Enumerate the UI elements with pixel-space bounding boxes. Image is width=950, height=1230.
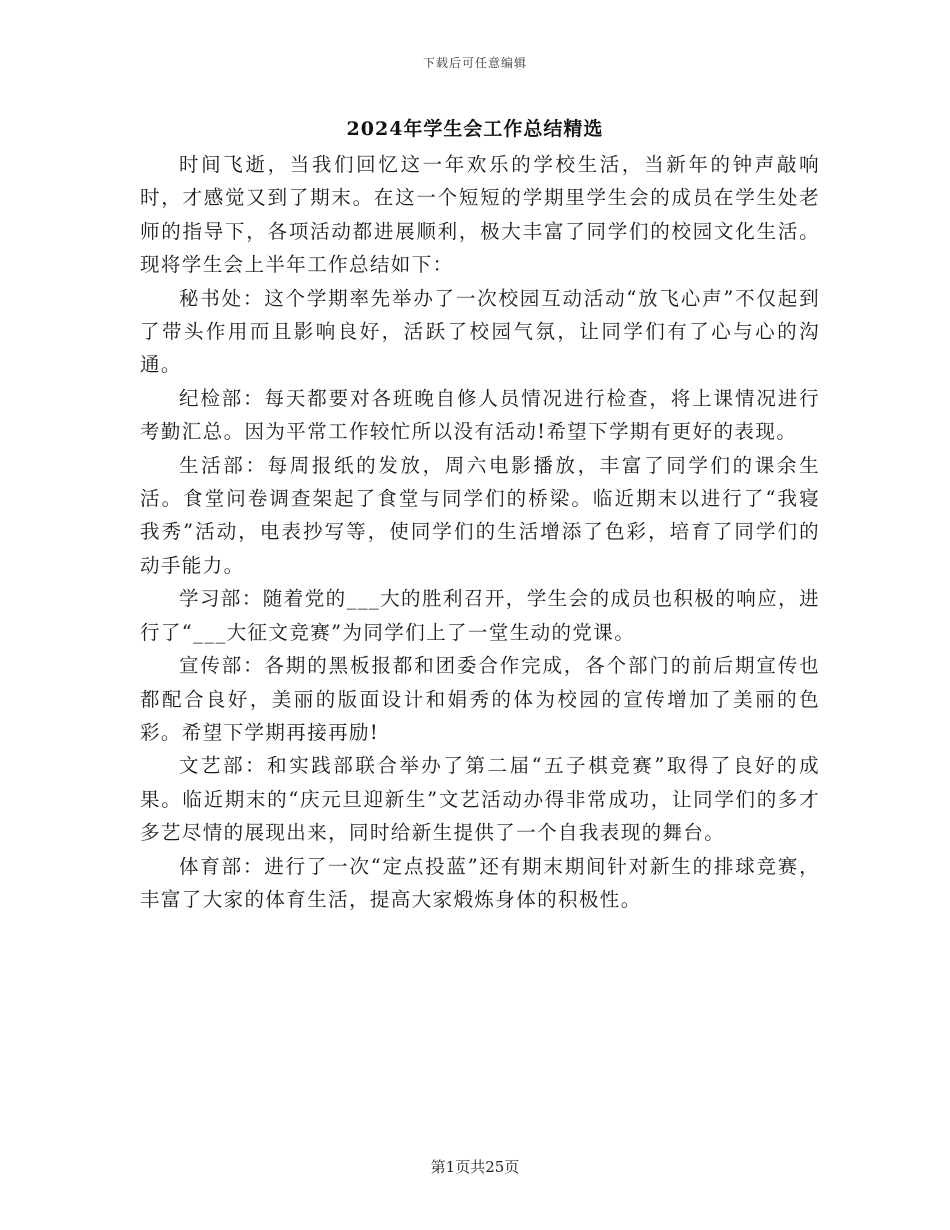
page-number: 第1页共25页 bbox=[430, 1158, 520, 1176]
document-body bbox=[140, 148, 820, 916]
paragraph-secretariat: 秘书处：这个学期率先举办了一次校园互动活动“放飞心声”不仅起到了带头作用而且影响良好，活跃了校园气氛，让同学们有了心与心的沟通。 bbox=[140, 286, 820, 377]
paragraph-life: 生活部：每周报纸的发放，周六电影播放，丰富了同学们的课余生活。食堂问卷调查架起了食堂与同学们的桥梁。临近期末以进行了“我寝我秀”活动，电表抄写等，使同学们的生活增添了色彩，培育了同学们的动手能力。 bbox=[140, 453, 820, 577]
paragraph-sports: 体育部：进行了一次“定点投蓝”还有期末期间针对新生的排球竞赛，丰富了大家的体育生活，提高大家煅炼身体的积极性。 bbox=[140, 854, 820, 911]
download-note: 下载后可任意编辑 bbox=[422, 56, 527, 70]
paragraph-arts: 文艺部：和实践部联合举办了第二届“五子棋竞赛”取得了良好的成果。临近期末的“庆元旦迎新生”文艺活动办得非常成功，让同学们的多才多艺尽情的展现出来，同时给新生提供了一个自我表现的舞台。 bbox=[140, 754, 820, 845]
paragraph-study: 学习部：随着党的___大的胜利召开，学生会的成员也积极的响应，进行了“___大征文竞赛”为同学们上了一堂生动的党课。 bbox=[140, 587, 820, 644]
paragraph-intro: 时间飞逝，当我们回忆这一年欢乐的学校生活，当新年的钟声敲响时，才感觉又到了期末。在这一个短短的学期里学生会的成员在学生处老师的指导下，各项活动都进展顺利，极大丰富了同学们的校园文化生活。现将学生会上半年工作总结如下： bbox=[140, 153, 820, 277]
paragraph-discipline: 纪检部：每天都要对各班晚自修人员情况进行检查，将上课情况进行考勤汇总。因为平常工作较忙所以没有活动!希望下学期有更好的表现。 bbox=[140, 386, 820, 444]
document-title: 2024年学生会工作总结精选 bbox=[346, 118, 604, 140]
paragraph-publicity: 宣传部：各期的黑板报都和团委合作完成，各个部门的前后期宣传也都配合良好，美丽的版面设计和娟秀的体为校园的宣传增加了美丽的色彩。希望下学期再接再励! bbox=[140, 654, 820, 744]
